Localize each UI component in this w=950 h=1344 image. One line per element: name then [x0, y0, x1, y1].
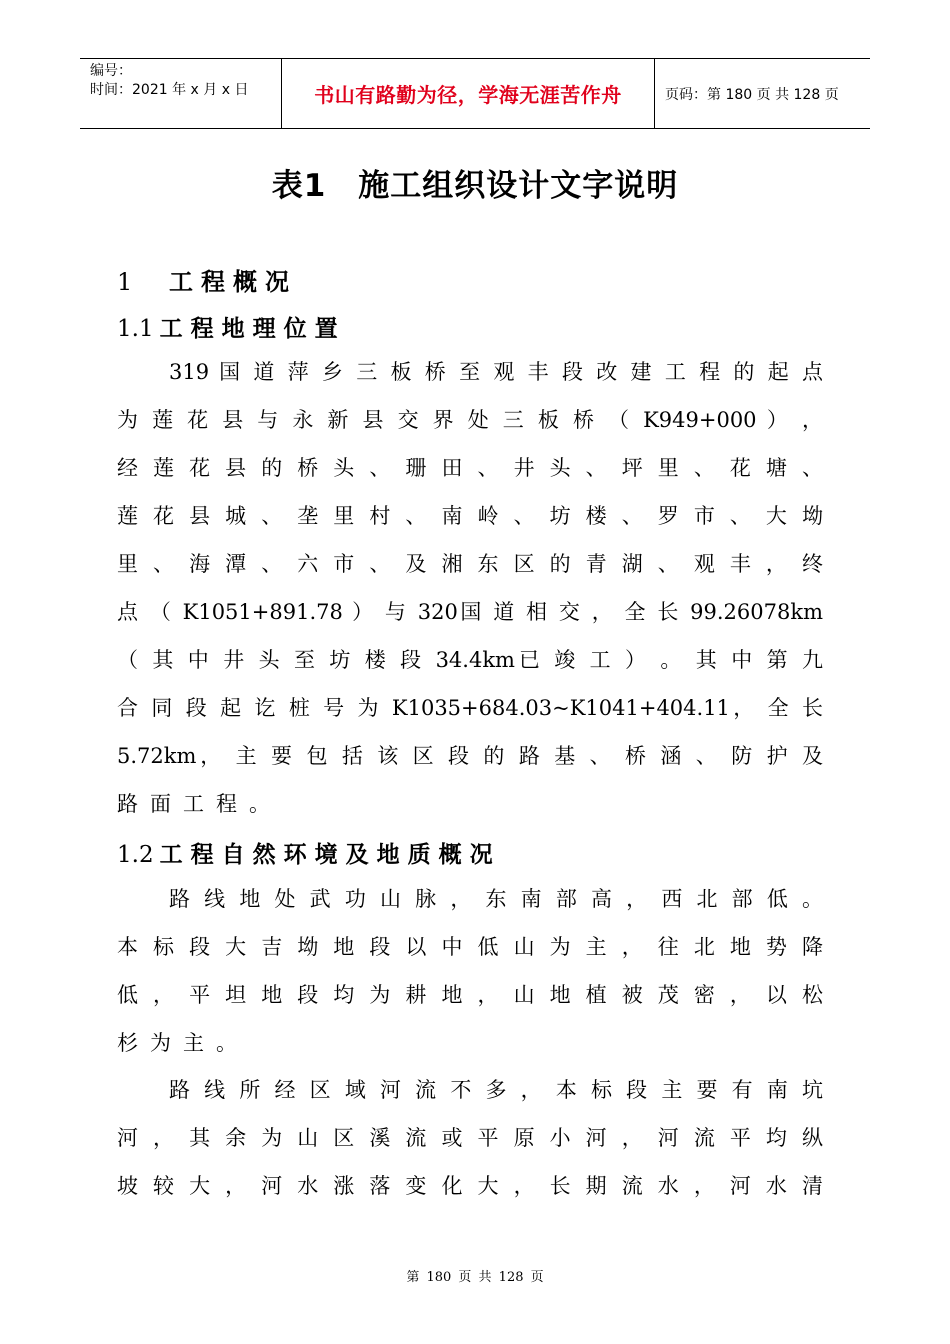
text-line: 路 线 所 经 区 域 河 流 不 多 ， 本 标 段 主 要 有 南 坑: [169, 1078, 823, 1102]
text-line: （ 其 中 井 头 至 坊 楼 段 34.4km已 竣 工 ） 。 其 中 第 九: [117, 648, 823, 672]
text-line: 杉为主。: [117, 1031, 249, 1055]
text-line: 低 ， 平 坦 地 段 均 为 耕 地 ， 山 地 植 被 茂 密 ， 以 松: [117, 983, 823, 1007]
header-meta: [90, 62, 248, 100]
section-title: 工程概况: [169, 268, 297, 296]
text-line: 路面工程。: [117, 792, 282, 816]
text-line: 为 莲 花 县 与 永 新 县 交 界 处 三 板 桥 （ K949+000 ） ，: [117, 408, 823, 432]
section-title: 工程地理位置: [159, 316, 346, 342]
section-title: 工程自然环境及地质概况: [159, 842, 501, 868]
text-line: 合 同 段 起 讫 桩 号 为 K1035+684.03~K1041+404.11， 全 长: [117, 696, 823, 720]
text-line: 河 ， 其 余 为 山 区 溪 流 或 平 原 小 河 ， 河 流 平 均 纵: [117, 1126, 823, 1150]
text-line: 里 、 海 潭 、 六 市 、 及 湘 东 区 的 青 湖 、 观 丰 ， 终: [117, 552, 823, 576]
text-line: 本 标 段 大 吉 坳 地 段 以 中 低 山 为 主 ， 往 北 地 势 降: [117, 935, 823, 959]
text-line: 经 莲 花 县 的 桥 头 、 珊 田 、 井 头 、 坪 里 、 花 塘 、: [117, 456, 823, 480]
page-title: 表1 施工组织设计文字说明: [271, 168, 679, 204]
section-heading-1: [117, 262, 297, 297]
section-heading-1-1: [117, 310, 346, 343]
text-line: 莲 花 县 城 、 垄 里 村 、 南 岭 、 坊 楼 、 罗 市 、 大 坳: [117, 504, 823, 528]
section-number: 1.2: [117, 842, 154, 868]
document-number: 编号：: [90, 63, 132, 79]
text-line: 路 线 地 处 武 功 山 脉 ， 东 南 部 高 ， 西 北 部 低 。: [169, 887, 823, 911]
text-line: 坡 较 大 ， 河 水 涨 落 变 化 大 ， 长 期 流 水 ， 河 水 清: [117, 1174, 823, 1198]
header-page-info: 页码：第 180 页 共 128 页: [665, 86, 839, 103]
header-motto: 书山有路勤为径，学海无涯苦作舟: [314, 83, 622, 107]
page-footer: 第 180 页 共 128 页: [406, 1270, 544, 1285]
text-line: 点 （ K1051+891.78 ） 与 320国 道 相 交 ， 全 长 99.26078km: [117, 600, 823, 624]
section-number: 1: [117, 268, 133, 296]
text-line: 319 国 道 萍 乡 三 板 桥 至 观 丰 段 改 建 工 程 的 起 点: [169, 360, 823, 384]
document-date: 时间：2021 年 x 月 x 日: [90, 82, 249, 98]
section-number: 1.1: [117, 316, 154, 342]
document-header: [80, 58, 870, 129]
header-divider: [654, 59, 655, 128]
section-heading-1-2: [117, 836, 501, 869]
text-line: 5.72km， 主 要 包 括 该 区 段 的 路 基 、 桥 涵 、 防 护 及: [117, 744, 823, 768]
